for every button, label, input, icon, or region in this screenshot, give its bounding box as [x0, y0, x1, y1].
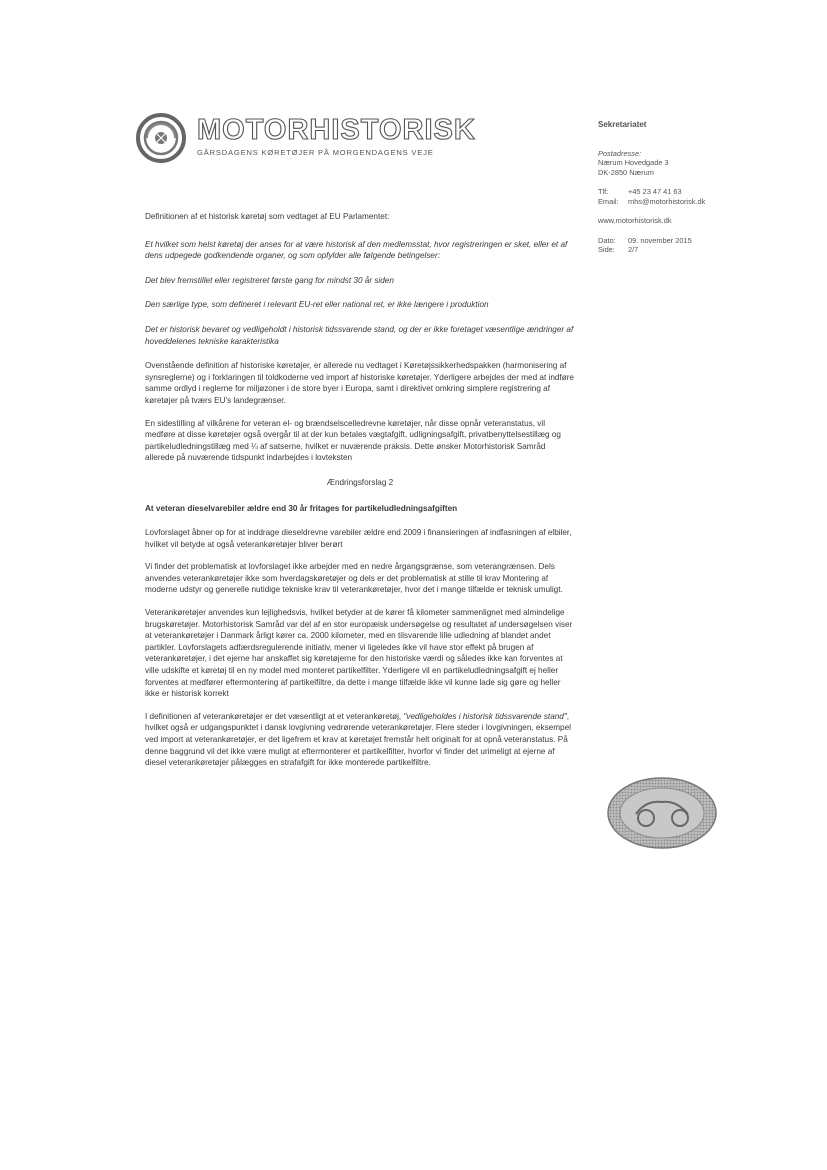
date-label: Dato:	[598, 235, 616, 245]
seal-stamp-icon	[606, 776, 718, 850]
secretariat-block	[598, 120, 798, 255]
paragraph-text: , hvilket også er udgangspunktet i dansk lovgivning vedrørende veterankøretøjer. Flere steder i lovgivningen, eksempel ved import at veterankøretøjer, er det ligefrem et krav at køretøjet fremstår helt originalt for at opnå veteranstatus. På denne baggrund vil det ikke være muligt at eftermonterer et partikelfilter, hvorfor vi finder det urimeligt at ejerne af diesel veterankøretøjer pålægges en strafafgift for ikke monterede partikelfiltre.	[145, 711, 571, 768]
logo-wordmark: MOTORHISTORISK	[197, 114, 476, 146]
paragraph: Ovenstående definition af historiske køretøjer, er allerede nu vedtaget i Køretøjssikkerhedspakken (harmonisering af synsreglerne) og i forklaringen til toldkoderne ved import af historiske køretøjer. Yderligere arbejdes der med at indføre samme ordlyd i reglerne for miljøzoner i de store byer i Europa, samt i direktivet omkring simplere registrering af køretøjer på tværs EU's landegrænser.	[145, 361, 574, 405]
email-value[interactable]: mhs@motorhistorisk.dk	[628, 196, 706, 206]
wheel-logo-icon	[135, 112, 187, 164]
logo-tagline: GÅRSDAGENS KØRETØJER PÅ MORGENDAGENS VEJE	[197, 148, 434, 157]
definition-intro: Et hvilket som helst køretøj der anses for at være historisk af den medlemsstat, hvor registreringen er sket, eller et af dens udpegede godkendende organer, og som opfylder alle følgende betingelser:	[145, 239, 568, 261]
phone-value: +45 23 47 41 63	[628, 187, 682, 196]
page-value: 2/7	[628, 245, 639, 254]
paragraph: En sidestilling af vilkårene for veteran el- og brændselscelledrevne køretøjer, når disse opnår veteranstatus, vil medføre at disse køretøjer også overgår til at der kun betales vægtafgift, udligningsafgift, privatbenyttelsestillæg og partikeludledningstillæg med ¼ af satserne, hvilket er nuværende praksis. Dette ønsker Motorhistorisk Samråd allerede på nuværende tidspunkt indarbejdes i lovteksten	[145, 418, 561, 463]
page-label: Side:	[598, 245, 615, 254]
definition-title: Definitionen af et historisk køretøj som vedtaget af EU Parlamentet:	[145, 212, 390, 221]
motorhistorisk-logo	[135, 112, 476, 164]
website[interactable]: www.motorhistorisk.dk	[598, 216, 672, 225]
phone-label: Tlf:	[598, 187, 609, 196]
address-line-2: DK-2850 Nærum	[598, 167, 654, 177]
address-line-1: Nærum Hovedgade 3	[598, 158, 669, 167]
document-body	[145, 211, 575, 780]
postal-label: Postadresse:	[598, 148, 642, 158]
amendment-title: At veteran dieselvarebiler ældre end 30 år fritages for partikeludledningsafgiften	[145, 503, 458, 513]
email-row	[598, 197, 798, 207]
date-value: 09. november 2015	[628, 235, 692, 245]
paragraph: Lovforslaget åbner op for at inddrage dieseldrevne varebiler ældre end 2009 i finansieringen af indfasningen af elbiler, hvilket vil betyde at også veterankøretøjer bliver berørt	[145, 528, 572, 549]
condition-3: Det er historisk bevaret og vedligeholdt i historisk tidssvarende stand, og der er ikke foretaget væsentlige ændringer af hoveddelenes tekniske karakteristika	[145, 324, 574, 346]
paragraph: Veterankøretøjer anvendes kun lejlighedsvis, hvilket betyder at de kører få kilometer sammenlignet med almindelige brugskøretøjer. Motorhistorisk Samråd var del af en stor europæisk undersøgelse og resultatet af undersøgelsen viser at veterankøretøjer i Danmark årligt kører ca. 2000 kilometer, med en tilsvarende lille udledning af blandet andet partikler. Lovforslagets adfærdsregulerende initiativ, mener vi ligeledes ikke vil have stor effekt på brugen af veterankøretøjer, i det ejerne har anskaffet sig køretøjerne for den historiske værdi og således ikke kan forventes at ville udskifte et køretøj til en ny model med monteret partikelfilter. Yderligere vil en partikeludledningsafgift ej heller forventes at medfører eftermontering af partikelfiltre, da dette i mange tilfælde ikke vil kunne lade sig gøre og heller ikke er historisk korrekt	[145, 608, 573, 699]
date-row	[598, 236, 798, 246]
condition-2: Den særlige type, som defineret i relevant EU-ret eller national ret, er ikke længere i produktion	[145, 300, 489, 310]
condition-1: Det blev fremstillet eller registreret første gang for mindst 30 år siden	[145, 275, 394, 285]
secretariat-heading: Sekretariatet	[598, 120, 647, 129]
page-row	[598, 245, 798, 255]
paragraph	[145, 711, 575, 769]
amendment-heading: Ændringsforslag 2	[326, 477, 394, 487]
phone-row	[598, 187, 798, 197]
paragraph-text: I definitionen af veterankøretøjer er det væsentligt at et veterankøretøj,	[145, 711, 404, 721]
email-label: Email:	[598, 196, 619, 206]
paragraph: Vi finder det problematisk at lovforslaget ikke arbejder med en nedre årgangsgrænse, som veterangrænsen. Dels anvendes veterankøretøjer ikke som hverdagskøretøjer og dels er det problematisk at stille til krav Montering af moderne udstyr og generelle nutidige tekniske krav til veterankøretøjer, hvor det i mange tilfælde er teknisk umuligt.	[145, 562, 563, 595]
quoted-phrase: "vedligeholdes i historisk tidssvarende stand"	[403, 711, 567, 721]
